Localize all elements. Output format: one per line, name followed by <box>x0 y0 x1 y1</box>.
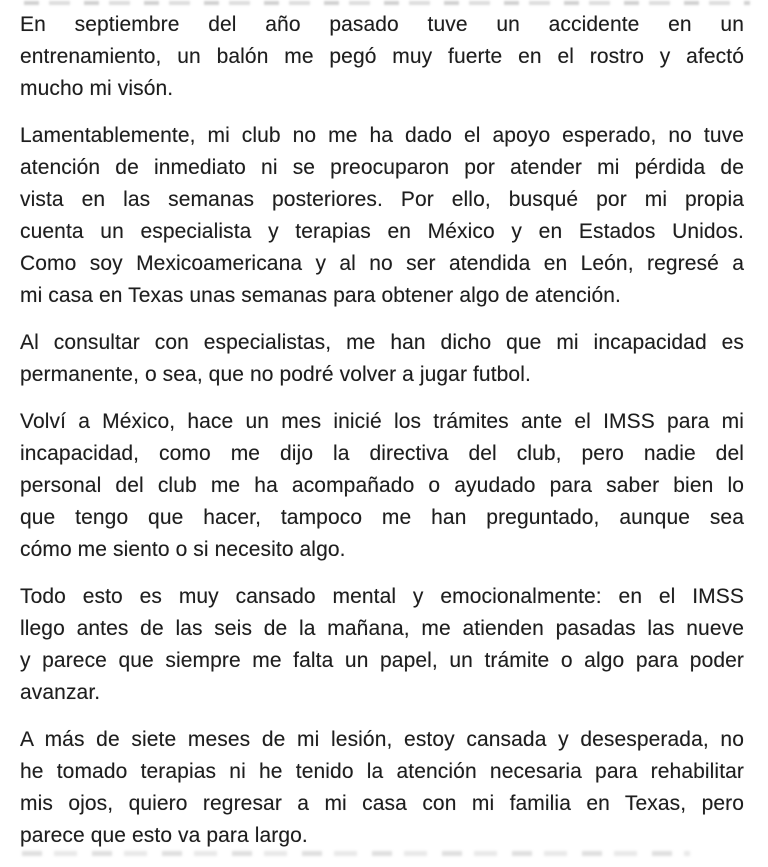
text-line: avanzar. <box>20 681 101 704</box>
text-line: Volví a México, hace un mes inicié los trámites ante el IMSS para mi <box>20 410 744 433</box>
text-line: he tomado terapias ni he tenido la atención necesaria para rehabilitar <box>20 760 744 783</box>
paragraph <box>20 724 744 852</box>
text-line: llego antes de las seis de la mañana, me atienden pasadas las nueve <box>20 617 744 640</box>
text-line: mi casa en Texas unas semanas para obtener algo de atención. <box>20 284 621 307</box>
text-line: vista en las semanas posteriores. Por ello, busqué por mi propia <box>20 188 744 211</box>
text-line: personal del club me ha acompañado o ayudado para saber bien lo <box>20 474 744 497</box>
paragraph <box>20 327 744 391</box>
paragraph <box>20 406 744 566</box>
text-line: Todo esto es muy cansado mental y emocionalmente: en el IMSS <box>20 585 744 608</box>
text-line: atención de inmediato ni se preocuparon por atender mi pérdida de <box>20 156 744 179</box>
paragraph <box>20 120 744 312</box>
text-line: entrenamiento, un balón me pegó muy fuerte en el rostro y afectó <box>20 45 744 68</box>
text-line: permanente, o sea, que no podré volver a jugar futbol. <box>20 363 531 386</box>
text-line: y parece que siempre me falta un papel, un trámite o algo para poder <box>20 649 744 672</box>
text-line: mis ojos, quiero regresar a mi casa con mi familia en Texas, pero <box>20 792 744 815</box>
paragraph <box>20 581 744 709</box>
text-line: A más de siete meses de mi lesión, estoy cansada y desesperada, no <box>20 728 744 751</box>
text-line: que tengo que hacer, tampoco me han preguntado, aunque sea <box>20 506 744 529</box>
text-line: Al consultar con especialistas, me han dicho que mi incapacidad es <box>20 331 744 354</box>
text-line: En septiembre del año pasado tuve un accidente en un <box>20 13 744 36</box>
text-line: incapacidad, como me dijo la directiva del club, pero nadie del <box>20 442 744 465</box>
text-line: Como soy Mexicoamericana y al no ser atendida en León, regresé a <box>20 252 744 275</box>
cropped-line-bottom-artifact <box>22 851 690 856</box>
text-line: Lamentablemente, mi club no me ha dado el apoyo esperado, no tuve <box>20 124 744 147</box>
text-line: parece que esto va para largo. <box>20 824 308 847</box>
text-line: mucho mi visón. <box>20 77 174 100</box>
text-line: cuenta un especialista y terapias en México y en Estados Unidos. <box>20 220 744 243</box>
text-line: cómo me siento o si necesito algo. <box>20 538 346 561</box>
paragraph <box>20 9 744 105</box>
